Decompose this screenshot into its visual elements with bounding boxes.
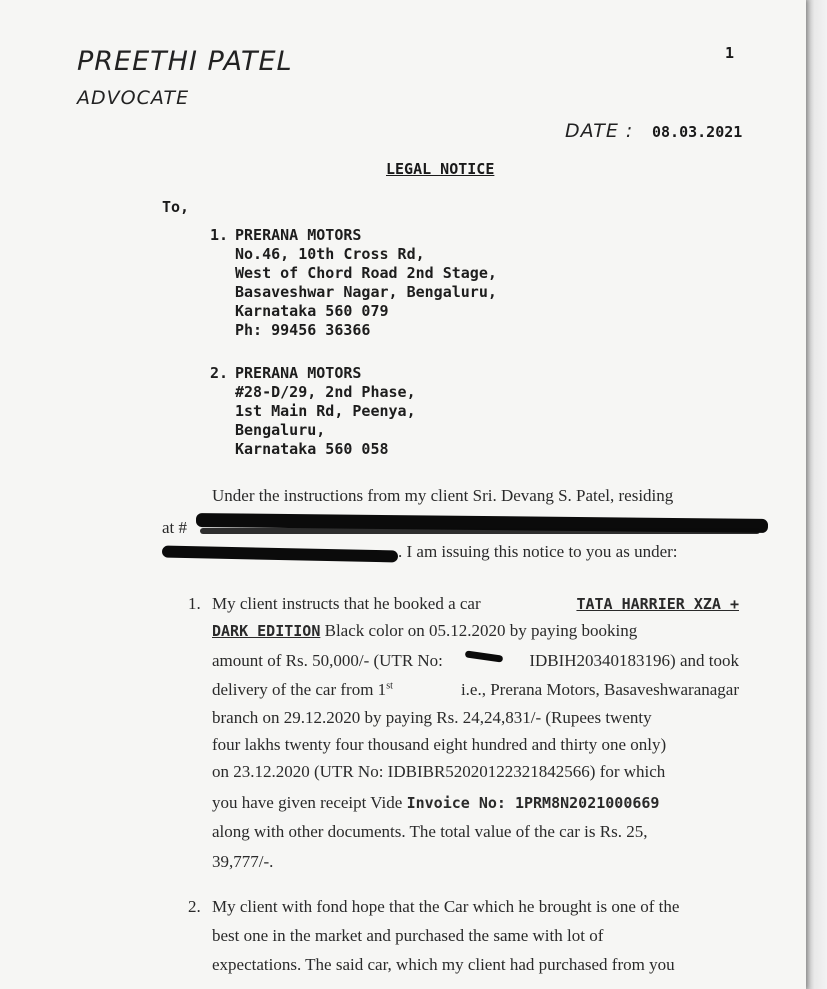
- address-line: Karnataka 560 079: [235, 302, 389, 320]
- advocate-name: PREETHI PATEL: [77, 46, 293, 77]
- date-label: DATE :: [565, 120, 634, 142]
- para-text: Black color on 05.12.2020 by paying booking: [324, 621, 638, 640]
- address-line: PRERANA MOTORS: [235, 226, 362, 244]
- para-1-line: along with other documents. The total value of the car is Rs. 25,: [212, 822, 648, 841]
- address-line: Karnataka 560 058: [235, 440, 389, 458]
- para-1-line: [212, 621, 637, 641]
- recipient-2-address: [235, 364, 416, 459]
- address-line: 1st Main Rd, Peenya,: [235, 402, 416, 420]
- para-text: amount of Rs. 50,000/- (UTR No:: [212, 651, 443, 670]
- para-1-line: four lakhs twenty four thousand eight hundred and thirty one only): [212, 735, 667, 754]
- redaction-bar: [162, 546, 398, 563]
- recipient-2-number: 2.: [210, 364, 229, 382]
- para-1-line: branch on 29.12.2020 by paying Rs. 24,24,831/- (Rupees twenty: [212, 708, 652, 727]
- para-2-line: My client with fond hope that the Car which he brought is one of the: [212, 897, 680, 916]
- para-1-number: 1.: [188, 594, 201, 613]
- para-2-line: [212, 926, 739, 946]
- intro-line-3-suffix: . I am issuing this notice to you as under:: [398, 542, 678, 561]
- superscript: st: [386, 680, 393, 692]
- car-model-highlight: TATA HARRIER XZA +: [576, 595, 739, 613]
- para-text: best one in the market and purchased the same with lot of: [212, 926, 604, 945]
- date-value: 08.03.2021: [652, 123, 743, 141]
- to-label: To,: [162, 198, 190, 216]
- para-text: My client instructs that he booked a car: [212, 594, 481, 613]
- address-line: West of Chord Road 2nd Stage,: [235, 264, 497, 282]
- para-1-line: [212, 594, 739, 614]
- page-edge-shadow: [806, 0, 827, 989]
- intro-line-1: Under the instructions from my client Sri. Devang S. Patel, residing: [212, 486, 674, 505]
- para-text: delivery of the car from 1st: [212, 680, 393, 699]
- para-1-line: on 23.12.2020 (UTR No: IDBIBR52020122321842566) for which: [212, 762, 666, 781]
- recipient-1-address: [235, 226, 497, 340]
- advocate-title: ADVOCATE: [77, 87, 190, 109]
- para-text: i.e., Prerana Motors, Basaveshwaranagar: [460, 680, 739, 699]
- car-edition-highlight: DARK EDITION: [212, 622, 321, 640]
- address-phone: Ph: 99456 36366: [235, 321, 371, 339]
- invoice-number: Invoice No: 1PRM8N2021000669: [406, 794, 660, 812]
- para-text: IDBIH20340183196) and took: [529, 651, 739, 670]
- para-2-line: expectations. The said car, which my client had purchased from you: [212, 955, 675, 974]
- para-1-line: 39,777/-.: [212, 852, 274, 871]
- redaction-bar: [200, 528, 760, 534]
- para-1-line: [212, 680, 739, 700]
- para-text: you have given receipt Vide: [212, 793, 403, 812]
- address-line: No.46, 10th Cross Rd,: [235, 245, 425, 263]
- page-number: 1: [725, 44, 735, 62]
- address-line: #28-D/29, 2nd Phase,: [235, 383, 416, 401]
- intro-line-2-prefix: at #: [162, 518, 188, 537]
- recipient-1-number: 1.: [210, 226, 229, 244]
- address-line: Bengaluru,: [235, 421, 326, 439]
- para-2-number: 2.: [188, 897, 201, 916]
- address-line: PRERANA MOTORS: [235, 364, 362, 382]
- para-1-line: [212, 793, 659, 813]
- address-line: Basaveshwar Nagar, Bengaluru,: [235, 283, 497, 301]
- notice-title: LEGAL NOTICE: [386, 160, 495, 178]
